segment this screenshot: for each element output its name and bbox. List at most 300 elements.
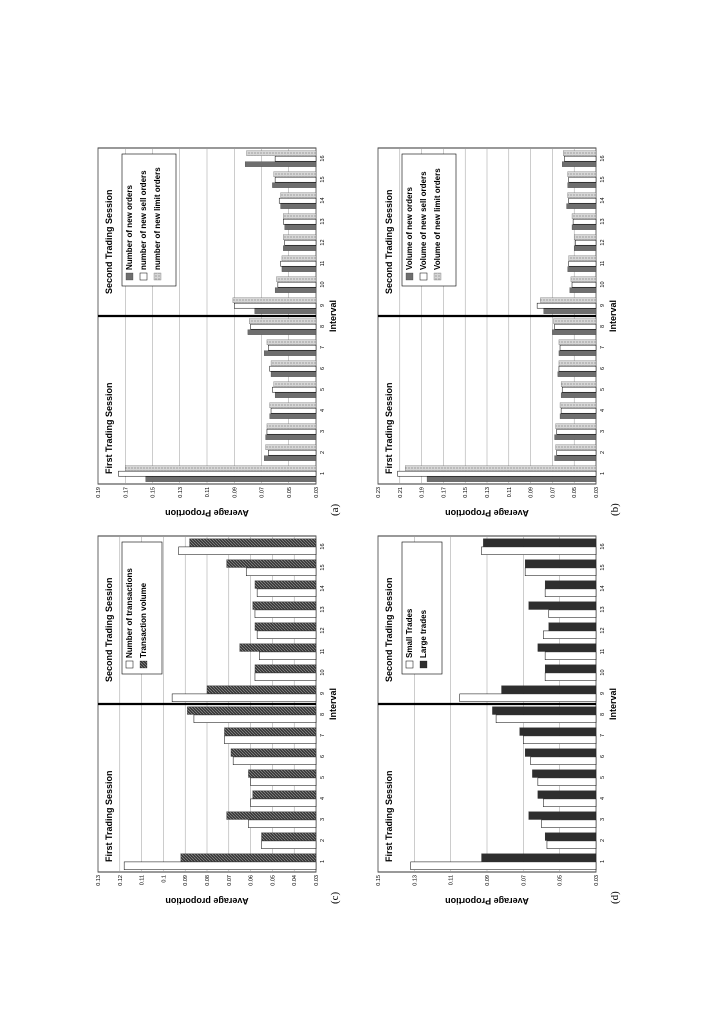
bar-b-s0-12 [574, 246, 596, 251]
x-tick-label: 9 [320, 303, 326, 308]
bar-c-s1-4 [253, 791, 316, 799]
bar-a-s2-3 [267, 424, 316, 429]
bar-c-s1-13 [253, 602, 316, 610]
bar-a-s0-3 [266, 435, 316, 440]
bar-c-s1-12 [255, 623, 316, 631]
bar-d-s0-12 [543, 631, 596, 639]
bar-b-s0-5 [561, 393, 596, 398]
y-tick-label: 0.15 [463, 487, 470, 498]
y-tick-label: 0.09 [232, 487, 239, 498]
bar-b-s0-7 [559, 351, 596, 356]
x-tick-label: 7 [600, 733, 606, 738]
bar-a-s1-2 [268, 450, 316, 455]
y-tick-label: 0.11 [506, 487, 513, 498]
bar-b-s1-12 [575, 240, 596, 245]
legend-label: number of new sell orders [139, 170, 148, 270]
legend-swatch [126, 273, 133, 280]
y-tick-label: 0.12 [117, 875, 124, 886]
bar-a-s0-4 [270, 414, 316, 419]
bar-a-s0-8 [248, 330, 316, 335]
x-tick-label: 13 [320, 218, 326, 225]
bar-a-s0-9 [255, 309, 316, 314]
bar-b-s1-1 [398, 471, 596, 476]
bar-b-s1-16 [564, 156, 596, 161]
x-tick-label: 12 [600, 627, 606, 634]
x-tick-label: 4 [320, 796, 326, 801]
x-tick-label: 7 [320, 345, 326, 350]
bar-d-s0-6 [531, 757, 596, 765]
bar-c-s0-14 [257, 589, 316, 597]
bar-a-s1-9 [234, 303, 316, 308]
bar-c-s1-7 [224, 728, 316, 736]
chart-d-svg [372, 528, 622, 908]
bar-d-s1-3 [529, 812, 596, 820]
legend-swatch [434, 273, 441, 280]
x-tick-label: 1 [600, 859, 606, 864]
bar-b-s1-3 [557, 429, 596, 434]
legend-label: Number of transactions [125, 568, 134, 658]
legend-label: Volume of new sell orders [419, 171, 428, 270]
bar-d-s1-4 [538, 791, 596, 799]
x-tick-label: 10 [320, 669, 326, 676]
bar-b-s0-11 [568, 267, 596, 272]
y-tick-label: 0.09 [485, 875, 491, 886]
x-tick-label: 11 [600, 648, 606, 655]
bar-d-s1-15 [525, 560, 596, 568]
y-tick-label: 0.19 [96, 487, 102, 498]
bar-b-s1-11 [569, 261, 596, 266]
y-tick-label: 0.11 [448, 875, 455, 886]
bar-a-s0-1 [146, 477, 316, 482]
y-tick-label: 0.11 [139, 875, 146, 886]
bar-a-s2-9 [233, 298, 316, 303]
x-tick-label: 5 [320, 775, 326, 780]
x-tick-label: 15 [600, 564, 606, 571]
x-tick-label: 13 [600, 218, 606, 225]
x-tick-label: 4 [320, 408, 326, 413]
bar-d-s0-8 [496, 715, 596, 723]
panel-label: (b) [609, 503, 621, 516]
x-tick-label: 16 [600, 155, 606, 162]
x-tick-label: 8 [600, 712, 606, 717]
bar-a-s2-10 [276, 277, 316, 282]
x-tick-label: 14 [320, 585, 326, 592]
panel-label: (c) [329, 891, 341, 904]
bar-a-s0-11 [282, 267, 316, 272]
y-tick-label: 0.09 [528, 487, 535, 498]
y-tick-label: 0.03 [594, 875, 600, 886]
x-tick-label: 3 [320, 817, 326, 822]
bar-b-s0-4 [560, 414, 596, 419]
legend-swatch [420, 661, 427, 668]
bar-b-s0-6 [558, 372, 596, 377]
bar-b-s0-3 [555, 435, 596, 440]
bar-a-s1-14 [279, 198, 316, 203]
x-tick-label: 7 [600, 345, 606, 350]
y-tick-label: 0.05 [270, 875, 277, 886]
bar-a-s1-7 [268, 345, 316, 350]
bar-c-s1-6 [231, 749, 316, 757]
bar-a-s0-16 [245, 162, 316, 167]
bar-b-s1-14 [569, 198, 596, 203]
bar-a-s1-6 [270, 366, 316, 371]
x-tick-label: 16 [320, 543, 326, 550]
x-tick-label: 3 [320, 429, 326, 434]
x-tick-label: 1 [320, 859, 326, 864]
panel-d [372, 528, 622, 908]
x-axis-title: Interval [328, 299, 338, 333]
x-tick-label: 12 [600, 239, 606, 246]
x-tick-label: 14 [320, 197, 326, 204]
bar-b-s1-5 [562, 387, 596, 392]
bar-b-s2-14 [568, 193, 596, 198]
y-tick-label: 0.15 [376, 875, 382, 886]
bar-a-s2-6 [271, 361, 316, 366]
bar-a-s2-12 [283, 235, 316, 240]
x-tick-label: 4 [600, 408, 606, 413]
bar-b-s0-8 [552, 330, 596, 335]
bar-d-s1-1 [482, 854, 596, 862]
y-tick-label: 0.03 [314, 487, 320, 498]
panel-label: (d) [609, 891, 621, 904]
bar-a-s1-8 [251, 324, 316, 329]
bar-a-s2-16 [247, 151, 316, 156]
y-tick-label: 0.07 [521, 875, 528, 886]
x-tick-label: 8 [320, 324, 326, 329]
x-tick-label: 1 [320, 471, 326, 476]
y-axis-title: Average Proportion [445, 896, 529, 906]
x-tick-label: 10 [600, 669, 606, 676]
x-tick-label: 3 [600, 817, 606, 822]
bar-a-s1-10 [278, 282, 316, 287]
bar-b-s2-4 [560, 403, 596, 408]
bar-c-s1-15 [227, 560, 316, 568]
x-tick-label: 8 [320, 712, 326, 717]
bar-a-s0-13 [285, 225, 316, 230]
legend-label: number of new limit orders [153, 167, 162, 270]
x-tick-label: 13 [320, 606, 326, 613]
bar-c-s1-14 [255, 581, 316, 589]
bar-b-s1-2 [557, 450, 596, 455]
chart-a-svg [92, 140, 342, 520]
legend-swatch [420, 273, 427, 280]
bar-c-s0-6 [233, 757, 316, 765]
y-tick-label: 0.07 [226, 875, 233, 886]
bar-a-s0-7 [264, 351, 316, 356]
legend-swatch [140, 661, 147, 668]
bar-d-s0-7 [523, 736, 596, 744]
y-tick-label: 0.05 [572, 487, 579, 498]
x-tick-label: 5 [600, 775, 606, 780]
bar-d-s1-6 [525, 749, 596, 757]
bar-b-s2-10 [571, 277, 596, 282]
bar-b-s2-8 [553, 319, 596, 324]
bar-d-s1-8 [492, 707, 596, 715]
bar-a-s1-1 [118, 471, 316, 476]
x-tick-label: 9 [600, 691, 606, 696]
bar-d-s1-2 [545, 833, 596, 841]
bar-c-s1-10 [255, 665, 316, 673]
x-tick-label: 15 [600, 176, 606, 183]
bar-c-s0-3 [248, 820, 316, 828]
bar-d-s1-9 [502, 686, 596, 694]
bar-b-s1-6 [559, 366, 596, 371]
chart-c-svg [92, 528, 342, 908]
bar-b-s2-11 [569, 256, 596, 261]
x-tick-label: 15 [320, 176, 326, 183]
bar-a-s1-12 [285, 240, 316, 245]
y-tick-label: 0.05 [286, 487, 293, 498]
bar-a-s1-15 [275, 177, 316, 182]
y-axis-title: Average proportion [165, 896, 249, 906]
legend-label: Volume of new orders [405, 187, 414, 270]
y-tick-label: 0.09 [183, 875, 190, 886]
y-tick-label: 0.21 [397, 487, 404, 498]
x-tick-label: 6 [600, 366, 606, 371]
x-tick-label: 11 [320, 648, 326, 655]
bar-a-s0-6 [271, 372, 316, 377]
bar-b-s2-1 [405, 466, 596, 471]
bar-c-s1-3 [227, 812, 316, 820]
bar-a-s1-13 [283, 219, 316, 224]
bar-b-s1-8 [555, 324, 596, 329]
panel-label: (a) [329, 503, 341, 516]
x-tick-label: 5 [320, 387, 326, 392]
session-label-first: First Trading Session [384, 382, 394, 474]
y-tick-label: 0.13 [96, 875, 102, 886]
x-tick-label: 12 [320, 239, 326, 246]
bar-a-s1-4 [271, 408, 316, 413]
bar-b-s2-3 [556, 424, 596, 429]
bar-a-s2-7 [267, 340, 316, 345]
session-label-first: First Trading Session [104, 770, 114, 862]
bar-c-s1-9 [207, 686, 316, 694]
bar-a-s0-12 [283, 246, 316, 251]
bar-b-s2-7 [559, 340, 596, 345]
bar-d-s0-15 [525, 568, 596, 576]
bar-d-s1-14 [545, 581, 596, 589]
bar-d-s1-12 [549, 623, 596, 631]
chart-b-svg [372, 140, 622, 520]
bar-b-s2-12 [574, 235, 596, 240]
bar-a-s2-1 [125, 466, 316, 471]
x-tick-label: 4 [600, 796, 606, 801]
x-tick-label: 14 [600, 197, 606, 204]
bar-b-s1-13 [573, 219, 596, 224]
bar-d-s1-10 [545, 665, 596, 673]
bar-b-s1-4 [561, 408, 596, 413]
bar-d-s0-5 [538, 778, 596, 786]
bar-d-s0-1 [411, 862, 596, 870]
session-label-first: First Trading Session [384, 770, 394, 862]
bar-c-s0-2 [262, 841, 317, 849]
bar-a-s0-15 [272, 183, 316, 188]
x-tick-label: 9 [320, 691, 326, 696]
y-tick-label: 0.17 [123, 487, 130, 498]
x-axis-title: Interval [608, 687, 618, 721]
legend-label: Volume of new limit orders [433, 168, 442, 270]
y-tick-label: 0.04 [292, 875, 299, 886]
bar-a-s2-15 [274, 172, 316, 177]
x-tick-label: 16 [320, 155, 326, 162]
x-tick-label: 11 [600, 260, 606, 267]
legend-swatch [406, 661, 413, 668]
y-tick-label: 0.07 [259, 487, 266, 498]
bar-b-s0-2 [555, 456, 596, 461]
x-tick-label: 11 [320, 260, 326, 267]
bar-c-s1-1 [181, 854, 316, 862]
bar-c-s0-13 [255, 610, 316, 618]
y-tick-label: 0.06 [248, 875, 255, 886]
bar-a-s2-14 [281, 193, 316, 198]
bar-b-s0-10 [570, 288, 596, 293]
y-tick-label: 0.15 [150, 487, 157, 498]
bar-a-s2-13 [283, 214, 316, 219]
x-tick-label: 12 [320, 627, 326, 634]
x-tick-label: 2 [600, 450, 606, 455]
x-tick-label: 2 [320, 450, 326, 455]
bar-a-s0-10 [275, 288, 316, 293]
x-tick-label: 13 [600, 606, 606, 613]
legend-swatch [140, 273, 147, 280]
x-tick-label: 15 [320, 564, 326, 571]
x-tick-label: 14 [600, 585, 606, 592]
bar-a-s2-4 [270, 403, 316, 408]
y-tick-label: 0.19 [419, 487, 426, 498]
y-tick-label: 0.08 [205, 875, 211, 886]
session-label-second: Second Trading Session [104, 577, 114, 682]
bar-d-s1-16 [483, 539, 596, 547]
x-tick-label: 16 [600, 543, 606, 550]
bar-b-s2-2 [556, 445, 596, 450]
bar-c-s0-1 [124, 862, 316, 870]
bar-c-s0-4 [251, 799, 316, 807]
x-tick-label: 10 [600, 281, 606, 288]
bar-d-s0-4 [543, 799, 596, 807]
bar-b-s2-13 [572, 214, 596, 219]
panel-c [92, 528, 342, 908]
bar-b-s1-9 [537, 303, 596, 308]
y-tick-label: 0.05 [557, 875, 564, 886]
x-tick-label: 1 [600, 471, 606, 476]
session-label-second: Second Trading Session [104, 189, 114, 294]
bar-c-s1-2 [262, 833, 317, 841]
y-axis-title: Average Proportion [165, 508, 249, 518]
bar-a-s0-2 [264, 456, 316, 461]
x-tick-label: 5 [600, 387, 606, 392]
bar-d-s0-2 [547, 841, 596, 849]
bar-b-s0-14 [567, 204, 596, 209]
bar-d-s1-5 [532, 770, 596, 778]
bar-c-s0-9 [172, 694, 316, 702]
legend-label: Transaction volume [139, 582, 148, 658]
bar-b-s2-16 [563, 151, 596, 156]
bar-d-s0-11 [545, 652, 596, 660]
bar-b-s0-9 [544, 309, 596, 314]
bar-c-s1-8 [187, 707, 316, 715]
legend-swatch [154, 273, 161, 280]
bar-b-s2-9 [540, 298, 596, 303]
bar-c-s0-12 [257, 631, 316, 639]
panel-a [92, 140, 342, 520]
panel-b [372, 140, 622, 520]
x-tick-label: 2 [320, 838, 326, 843]
bar-a-s0-14 [281, 204, 316, 209]
bar-b-s1-10 [572, 282, 596, 287]
x-tick-label: 6 [320, 754, 326, 759]
bar-b-s2-6 [559, 361, 596, 366]
bar-b-s2-15 [568, 172, 596, 177]
x-tick-label: 8 [600, 324, 606, 329]
bar-c-s0-15 [246, 568, 316, 576]
y-tick-label: 0.03 [594, 487, 600, 498]
y-tick-label: 0.1 [161, 875, 168, 883]
bar-c-s0-16 [179, 547, 316, 555]
y-tick-label: 0.13 [485, 487, 491, 498]
bar-c-s0-5 [251, 778, 316, 786]
bar-a-s0-5 [275, 393, 316, 398]
y-tick-label: 0.13 [412, 875, 419, 886]
y-tick-label: 0.17 [441, 487, 448, 498]
bar-a-s1-16 [275, 156, 316, 161]
bar-d-s0-14 [545, 589, 596, 597]
bar-c-s1-11 [240, 644, 316, 652]
x-tick-label: 3 [600, 429, 606, 434]
bar-c-s0-7 [224, 736, 316, 744]
bar-d-s0-3 [542, 820, 597, 828]
bar-a-s2-2 [266, 445, 316, 450]
bar-c-s1-16 [190, 539, 316, 547]
session-label-second: Second Trading Session [384, 189, 394, 294]
bar-a-s2-5 [274, 382, 316, 387]
bar-b-s0-1 [427, 477, 596, 482]
bar-c-s0-10 [255, 673, 316, 681]
bar-b-s0-16 [562, 162, 596, 167]
bar-b-s0-15 [568, 183, 596, 188]
x-tick-label: 2 [600, 838, 606, 843]
bar-c-s0-11 [259, 652, 316, 660]
legend-swatch [126, 661, 133, 668]
bar-d-s0-13 [549, 610, 596, 618]
bar-d-s1-11 [538, 644, 596, 652]
x-tick-label: 6 [600, 754, 606, 759]
bar-a-s2-11 [282, 256, 316, 261]
bar-c-s0-8 [194, 715, 316, 723]
y-tick-label: 0.13 [177, 487, 184, 498]
x-tick-label: 10 [320, 281, 326, 288]
bar-c-s1-5 [248, 770, 316, 778]
bar-a-s1-5 [272, 387, 316, 392]
session-label-second: Second Trading Session [384, 577, 394, 682]
legend-label: Large trades [419, 609, 428, 658]
bar-a-s2-8 [249, 319, 316, 324]
x-axis-title: Interval [328, 687, 338, 721]
y-tick-label: 0.03 [314, 875, 320, 886]
y-axis-title: Average Proportion [445, 508, 529, 518]
bar-d-s0-10 [545, 673, 596, 681]
x-tick-label: 9 [600, 303, 606, 308]
bar-b-s0-13 [572, 225, 596, 230]
legend-label: Number of new orders [125, 185, 134, 270]
bar-b-s2-5 [561, 382, 596, 387]
bar-b-s1-15 [569, 177, 596, 182]
bar-d-s1-13 [529, 602, 596, 610]
y-tick-label: 0.23 [376, 487, 382, 498]
x-tick-label: 6 [320, 366, 326, 371]
x-axis-title: Interval [608, 299, 618, 333]
y-tick-label: 0.07 [550, 487, 557, 498]
bar-d-s0-16 [482, 547, 596, 555]
